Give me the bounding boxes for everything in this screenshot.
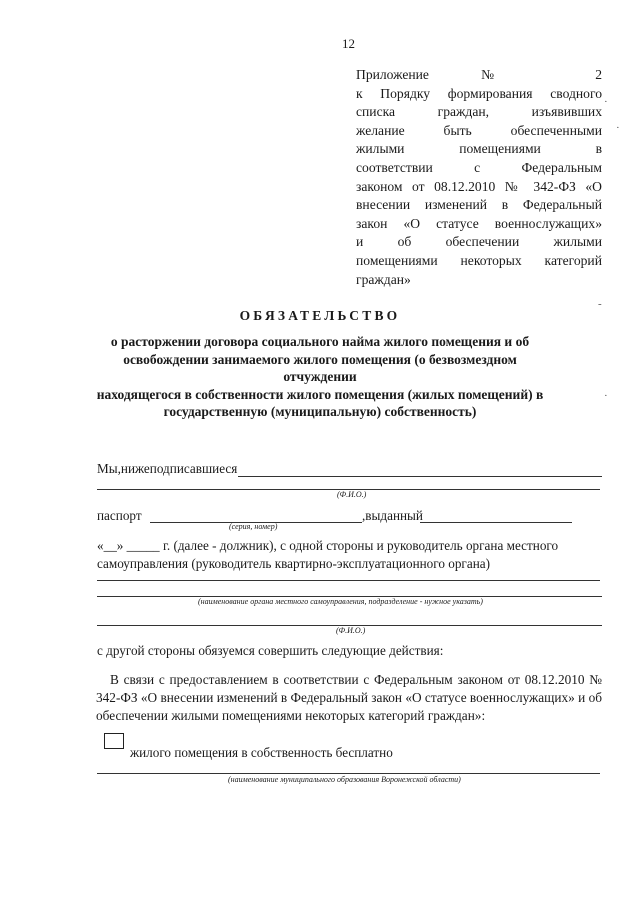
appendix-line: списка граждан, изъявивших [356, 104, 602, 120]
organization-hint: (наименование органа местного самоуправления, подразделение - нужное указать) [198, 597, 483, 606]
series-hint: (серия, номер) [229, 522, 278, 531]
appendix-line: желание быть обеспеченными [356, 122, 602, 138]
subtitle-line: о расторжении договора социального найма жилого помещения и об [110, 334, 530, 349]
self-government-line: самоуправления (руководитель квартирно-эксплуатационного органа) [97, 556, 490, 571]
date-debtor-line: «__» _____ г. (далее - должник), с одной стороны и руководитель органа местного [97, 538, 559, 553]
other-side-text: с другой стороны обязуемся совершить следующие действия: [97, 643, 444, 658]
scan-speck: · [604, 96, 608, 108]
scan-speck: · [604, 390, 608, 402]
appendix-line: закон «О статусе военнослужащих» [356, 215, 602, 231]
fio-hint: (Ф.И.О.) [337, 490, 367, 499]
signatories-label: Мы,нижеподписавшиеся [97, 461, 238, 476]
appendix-line: законом от 08.12.2010 № 342-ФЗ «О [356, 178, 602, 194]
fio-hint-2: (Ф.И.О.) [336, 626, 366, 635]
issued-label: ,выданный [362, 508, 423, 523]
subtitle-line: государственную (муниципальную) собственность) [163, 404, 477, 419]
subtitle-line: освобождении занимаемого жилого помещения (о безвозмездном отчуждении [123, 351, 517, 384]
scan-speck: - [598, 298, 602, 310]
appendix-line: граждан» [356, 271, 411, 287]
appendix-header [356, 66, 602, 289]
option-checkbox[interactable] [104, 733, 124, 749]
document-subtitle [96, 333, 544, 421]
passport-label: паспорт [97, 508, 142, 523]
municipality-fill-line[interactable] [97, 773, 600, 774]
signatories-fill-line[interactable] [238, 476, 602, 477]
document-title: ОБЯЗАТЕЛЬСТВО [239, 308, 401, 323]
body-paragraph: В связи с предоставлением в соответствии с Федеральным законом от 08.12.2010 № 342-ФЗ «О внесении изменений в Федеральный закон «О статусе военнослужащих» и об обеспечении жилыми помещениями некоторых категорий граждан»: [96, 672, 602, 723]
municipality-hint: (наименование муниципального образования Воронежской области) [228, 775, 461, 784]
organization-fill-line[interactable] [97, 580, 600, 581]
page-number: 12 [342, 36, 355, 51]
appendix-line: внесении изменений в Федеральный [356, 197, 602, 213]
scan-speck: · [616, 122, 620, 134]
issued-by-field[interactable] [420, 522, 572, 523]
appendix-line: к Порядку формирования сводного [356, 85, 602, 101]
checkbox-label: жилого помещения в собственность бесплатно [130, 745, 393, 760]
appendix-line: помещениями некоторых категорий [356, 252, 602, 268]
appendix-line: Приложение № 2 [356, 67, 602, 82]
subtitle-line: находящегося в собственности жилого помещения (жилых помещений) в [96, 386, 544, 402]
appendix-line: и об обеспечении жилыми [356, 234, 602, 250]
appendix-line: жилыми помещениями в [356, 141, 602, 157]
appendix-line: соответствии с Федеральным [356, 159, 602, 175]
